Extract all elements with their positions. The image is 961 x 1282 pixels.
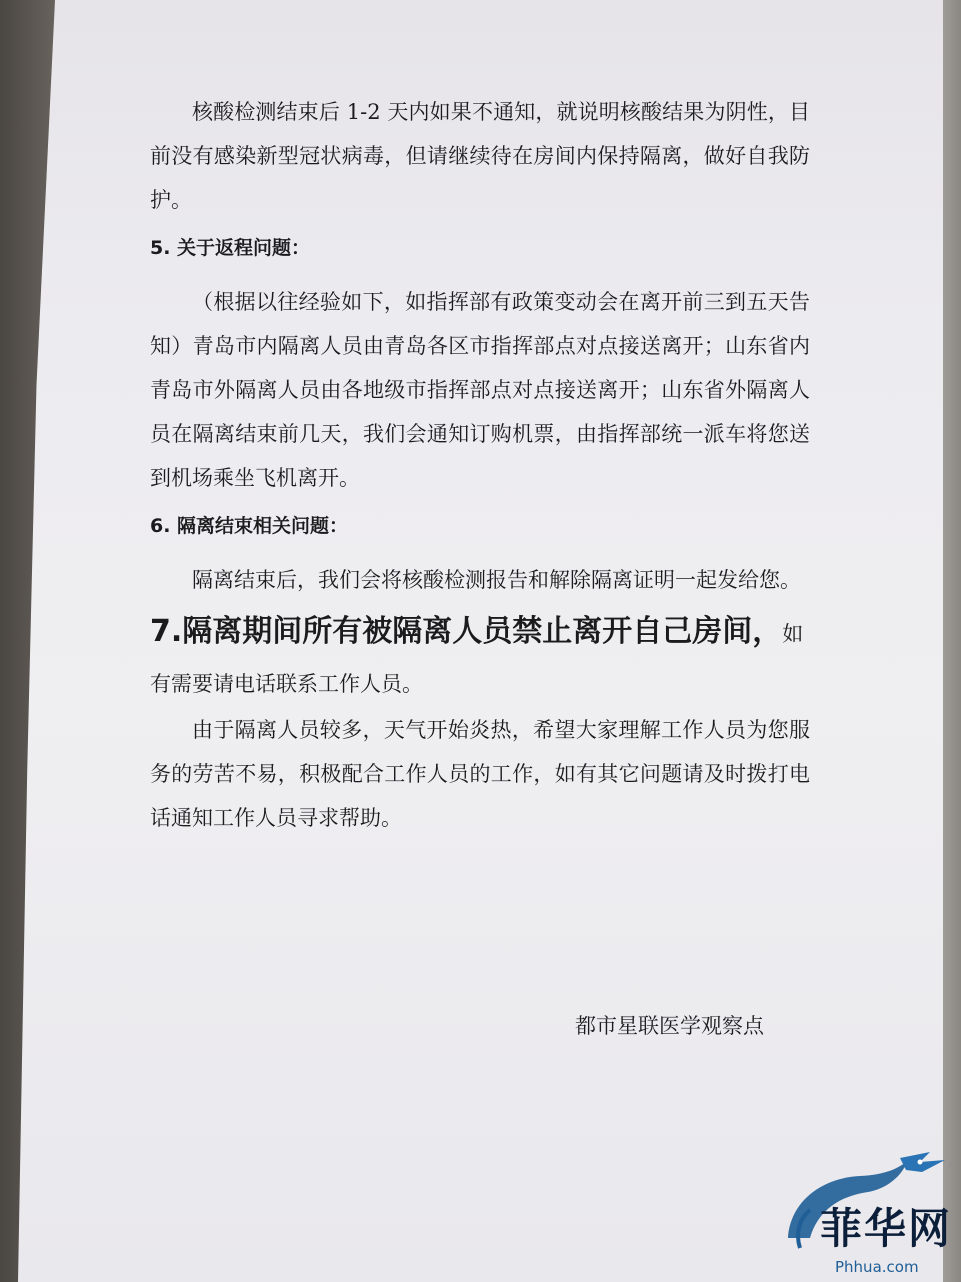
paragraph-cooperation: 由于隔离人员较多，天气开始炎热，希望大家理解工作人员为您服务的劳苦不易，积极配合工作人员的工作，如有其它问题请及时拨打电话通知工作人员寻求帮助。 bbox=[150, 718, 810, 830]
notice-body bbox=[150, 90, 810, 844]
heading-quarantine-end: 6. 隔离结束相关问题： bbox=[150, 515, 349, 537]
heading-7-bold: 隔离期间所有被隔离人员禁止离开自己房间， bbox=[182, 614, 783, 649]
watermark-url: Phhua.com bbox=[835, 1258, 919, 1276]
paragraph-quarantine-end: 隔离结束后，我们会将核酸检测报告和解除隔离证明一起发给您。 bbox=[192, 568, 801, 592]
heading-7-rest: 如有需要请电话联系工作人员。 bbox=[150, 622, 804, 696]
heading-return-trip: 5. 关于返程问题： bbox=[150, 237, 311, 259]
paragraph-nucleic-acid: 核酸检测结束后 1-2 天内如果不通知，就说明核酸结果为阴性，目前没有感染新型冠状病毒，但请继续待在房间内保持隔离，做好自我防护。 bbox=[150, 100, 810, 212]
paragraph-return-trip: （根据以往经验如下，如指挥部有政策变动会在离开前三到五天告知）青岛市内隔离人员由青岛各区市指挥部点对点接送离开；山东省内青岛市外隔离人员由各地级市指挥部点对点接送离开；山东省外隔离人员在隔离结束前几天，我们会通知订购机票，由指挥部统一派车将您送到机场乘坐飞机离开。 bbox=[150, 290, 810, 490]
heading-7-number: 7. bbox=[150, 614, 183, 649]
watermark bbox=[780, 1148, 955, 1278]
watermark-logo-text: 菲华网 bbox=[820, 1204, 953, 1253]
heading-no-leaving bbox=[150, 608, 810, 708]
signature: 都市星联医学观察点 bbox=[575, 1014, 764, 1038]
